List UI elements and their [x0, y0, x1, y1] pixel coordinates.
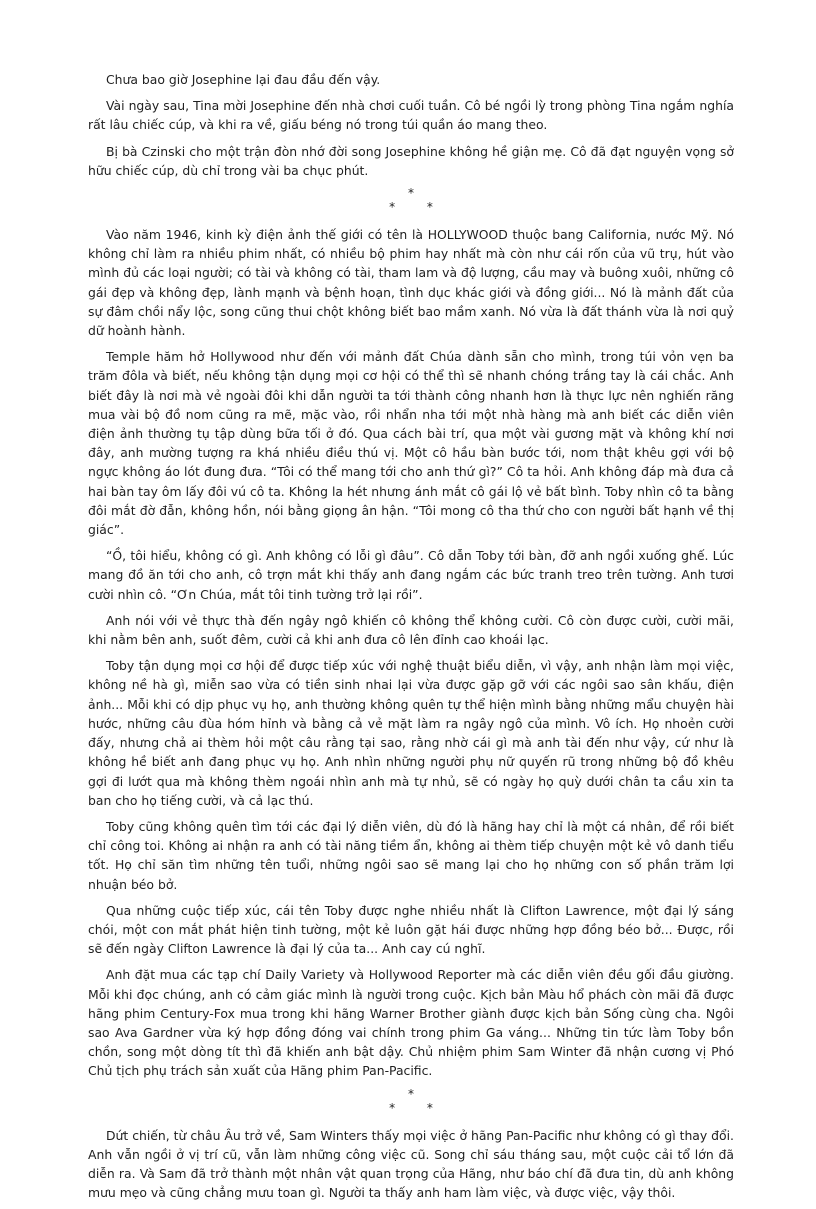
separator-star-row: * *: [389, 200, 447, 215]
paragraph: Anh đặt mua các tạp chí Daily Variety và Hollywood Reporter mà các diễn viên đều gối đầu giường. Mỗi khi đọc chúng, anh có cảm giác mình là người trong cuộc. Kịch bản Màu hổ phách còn mãi đã được hãng phim Century-Fox mua trong khi hãng Warner Brother giành được kịch bản Sống cùng cha. Ngôi sao Ava Gardner vừa ký hợp đồng đóng vai chính trong phim Ga váng... Những tin tức làm Toby bồn chồn, song một dòng tít thì đã khiến anh bật dậy. Chủ nhiệm phim Sam Winter đã nhận cương vị Phó Chủ tịch phụ trách sản xuất của Hãng phim Pan-Pacific.: [88, 967, 734, 1079]
paragraph: Qua những cuộc tiếp xúc, cái tên Toby được nghe nhiều nhất là Clifton Lawrence, một đại lý sáng chói, một con mắt phát hiện tinh tường, một kẻ luôn gặt hái được những hợp đồng béo bở... Được, rồi sẽ đến ngày Clifton Lawrence là đại lý của ta... Anh cay cú nghĩ.: [88, 902, 734, 957]
section-separator: [88, 1088, 734, 1116]
paragraph: Vào năm 1946, kinh kỳ điện ảnh thế giới có tên là HOLLYWOOD thuộc bang California, nước Mỹ. Nó không chỉ làm ra nhiều phim nhất, có nhiều bộ phim hay nhất mà còn như cái rốn của vũ trụ, hút vào mình đủ các loại người; có tài và không có tài, tham lam và độ lượng, cầu may và buông xuôi, những cô gái đẹp và không đẹp, lành mạnh và bệnh hoạn, tình dục khác giới và đồng giới... Nó là mảnh đất của sự đâm chồi nẩy lộc, song cũng thui chột không biết bao mầm xanh. Nó vừa là đất thánh vừa là nơi quỷ dữ hoành hành.: [88, 227, 734, 339]
separator-star-top: *: [408, 186, 414, 201]
paragraph: Temple hăm hở Hollywood như đến với mảnh đất Chúa dành sẵn cho mình, trong túi vỏn vẹn ba trăm đôla và biết, nếu không tận dụng mọi cơ hội có thể thì sẽ nhanh chóng trắng tay là cái chắc. Anh biết đây là nơi mà vẻ ngoài đôi khi dẫn người ta tới thành công nhanh hơn là thực lực nên nghiến răng mua vài bộ đồ nom cũng ra mẽ, mặc vào, rồi nhẩn nha tới một nhà hàng mà anh biết các diễn viên điện ảnh thường tụ tập dùng bữa tối ở đó. Qua cách bài trí, qua một vài gương mặt và không khí nơi đây, anh mường tượng ra khá nhiều điều thú vị. Một cô hầu bàn bước tới, nom thật khêu gợi với bộ ngực không áo lót đung đưa. “Tôi có thể mang tới cho anh thứ gì?” Cô ta hỏi. Anh không đáp mà đưa cả hai bàn tay ôm lấy đôi vú cô ta. Không la hét nhưng ánh mắt cô gái lộ vẻ bất bình. Toby nhìn cô ta bằng đôi mắt đờ đẫn, không hồn, nói bằng giọng ân hận. “Tôi mong cô tha thứ cho con người bất hạnh về thị giác”.: [88, 349, 734, 538]
separator-star-top: *: [408, 1086, 414, 1101]
paragraph: Toby cũng không quên tìm tới các đại lý diễn viên, dù đó là hãng hay chỉ là một cá nhân, để rồi biết chỉ công toi. Không ai nhận ra anh có tài năng tiềm ẩn, không ai thèm tiếp chuyện một kẻ vô danh tiểu tốt. Họ chỉ săn tìm những tên tuổi, những ngôi sao sẽ mang lại cho họ những con số phần trăm lợi nhuận béo bở.: [88, 818, 734, 892]
paragraph: Bị bà Czinski cho một trận đòn nhớ đời song Josephine không hề giận mẹ. Cô đã đạt nguyện vọng sở hữu chiếc cúp, dù chỉ trong vài ba chục phút.: [88, 143, 734, 178]
paragraph: Toby tận dụng mọi cơ hội để được tiếp xúc với nghệ thuật biểu diễn, vì vậy, anh nhận làm mọi việc, không nề hà gì, miễn sao vừa có tiền sinh nhai lại vừa được gặp gỡ với các ngôi sao sân khấu, điện ảnh... Mỗi khi có dịp phục vụ họ, anh thường không quên tự thể hiện mình bằng những mẩu chuyện hài hước, những câu đùa hóm hỉnh và bằng cả vẻ mặt làm ra ngây ngô của mình. Vô ích. Họ nhoẻn cười đấy, nhưng chả ai thèm hỏi một câu rằng tại sao, rằng nhờ cái gì mà anh tài đến như vậy, cứ như là không hề biết anh đang phục vụ họ. Anh nhìn những người phụ nữ quyến rũ trong những bộ đồ khêu gợi đi lướt qua mà không thèm ngoái nhìn anh mà tự nhủ, sẽ có ngày họ quỳ dưới chân ta cầu xin ta ban cho họ tiếng cười, và cả lạc thú.: [88, 658, 734, 808]
document-page: [88, 70, 734, 1209]
paragraph: Anh nói với vẻ thực thà đến ngây ngô khiến cô không thể không cười. Cô còn được cười, cười mãi, khi nằm bên anh, suốt đêm, cười cả khi anh đưa cô lên đỉnh cao khoái lạc.: [88, 612, 734, 648]
separator-star-row: * *: [389, 1100, 447, 1115]
paragraph: “Ồ, tôi hiểu, không có gì. Anh không có lỗi gì đâu”. Cô dẫn Toby tới bàn, đỡ anh ngồi xuống ghế. Lúc mang đồ ăn tới cho anh, cô trợn mắt khi thấy anh đang ngắm các bức tranh treo trên tường. Anh tươi cười nhìn cô. “Ơn Chúa, mắt tôi tinh tường trở lại rồi”.: [88, 548, 734, 602]
paragraph: Chưa bao giờ Josephine lại đau đầu đến vậy.: [106, 72, 381, 87]
section-separator: [88, 187, 734, 215]
paragraph: Vài ngày sau, Tina mời Josephine đến nhà chơi cuối tuần. Cô bé ngồi lỳ trong phòng Tina ngắm nghía rất lâu chiếc cúp, và khi ra về, giấu béng nó trong túi quần áo mang theo.: [88, 98, 734, 133]
paragraph: Dứt chiến, từ châu Âu trở về, Sam Winters thấy mọi việc ở hãng Pan-Pacific như không có gì thay đổi. Anh vẫn ngồi ở vị trí cũ, vẫn làm những công việc cũ. Song chỉ sáu tháng sau, một cuộc cải tổ lớn đã diễn ra. Và Sam đã trở thành một nhân vật quan trọng của Hãng, như báo chí đã đưa tin, dù anh không mưu mẹo và cũng chẳng mưu toan gì. Người ta thấy anh ham làm việc, và được việc, vậy thôi.: [88, 1127, 734, 1201]
